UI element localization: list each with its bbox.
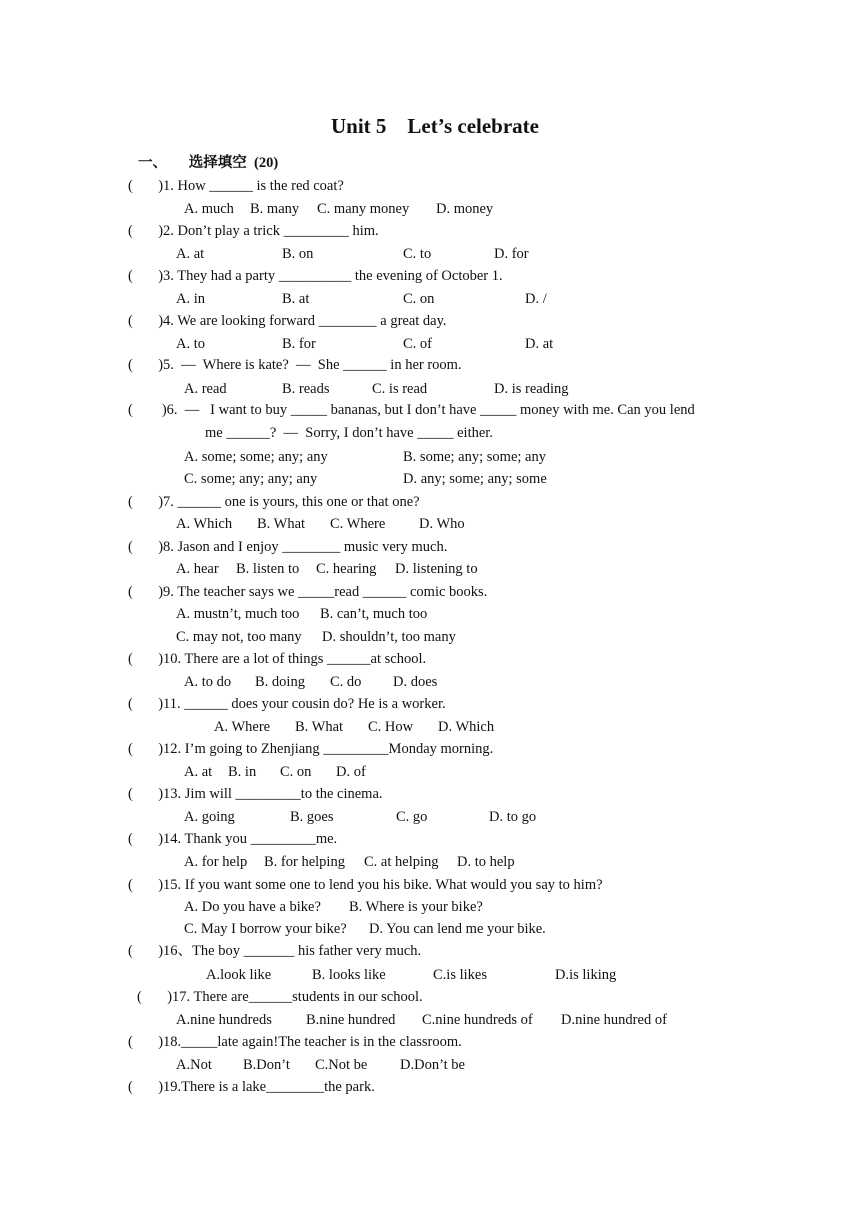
question-stem: ( )18._____late again!The teacher is in the classroom. — [128, 1034, 462, 1050]
option: C.is likes — [433, 967, 487, 983]
option: B. What — [257, 516, 306, 532]
option: B. doing — [255, 674, 305, 690]
option: C. May I borrow your bike? — [184, 921, 347, 937]
option: C. Where — [330, 516, 386, 532]
option: B. some; any; some; any — [403, 449, 546, 465]
option: C. may not, too many — [176, 629, 302, 645]
option: D.is liking — [555, 967, 617, 983]
option: A. at — [176, 246, 205, 262]
option: B. goes — [290, 809, 334, 825]
option: A. much — [184, 201, 234, 217]
question-stem: ( )2. Don’t play a trick _________ him. — [128, 223, 379, 239]
option: C. on — [280, 764, 312, 780]
option: A. read — [184, 381, 227, 397]
option: D. listening to — [395, 561, 478, 577]
question-stem: ( )13. Jim will _________to the cinema. — [128, 786, 383, 802]
option: A.look like — [206, 967, 272, 983]
option: A.Not — [176, 1057, 212, 1073]
option: A. to do — [184, 674, 232, 690]
question-stem: ( )8. Jason and I enjoy ________ music very much. — [128, 539, 448, 555]
question-stem: ( )11. ______ does your cousin do? He is a worker. — [128, 696, 446, 712]
option: C.nine hundreds of — [422, 1012, 533, 1028]
option: A. mustn’t, much too — [176, 606, 300, 622]
option: D. is reading — [494, 381, 569, 397]
question-stem: ( )5. — Where is kate? — She ______ in her room. — [128, 357, 462, 373]
option: C. How — [368, 719, 414, 735]
question-stem: ( )14. Thank you _________me. — [128, 831, 338, 847]
option: D. / — [525, 291, 547, 307]
option: D. does — [393, 674, 438, 690]
option: C. some; any; any; any — [184, 471, 318, 487]
option: C. hearing — [316, 561, 377, 577]
option: A.nine hundreds — [176, 1012, 272, 1028]
option: D. any; some; any; some — [403, 471, 547, 487]
option: A. some; some; any; any — [184, 449, 328, 465]
section-heading: 一、 选择填空 (20) — [138, 155, 279, 171]
option: A. going — [184, 809, 235, 825]
option: B. Where is your bike? — [349, 899, 483, 915]
option: D. to go — [489, 809, 537, 825]
option: C. of — [403, 336, 432, 352]
question-stem: ( )10. There are a lot of things ______at school. — [128, 651, 427, 667]
question-stem-continued: me ______? — Sorry, I don’t have _____ either. — [205, 425, 493, 441]
option: B. What — [295, 719, 344, 735]
option: C. many money — [317, 201, 410, 217]
option: A. for help — [184, 854, 248, 870]
option: A. to — [176, 336, 205, 352]
option: D. to help — [457, 854, 515, 870]
option: B. on — [282, 246, 314, 262]
option: D. of — [336, 764, 366, 780]
question-stem: ( )4. We are looking forward ________ a great day. — [128, 313, 447, 329]
question-stem: ( )7. ______ one is yours, this one or that one? — [128, 494, 420, 510]
option: B.nine hundred — [306, 1012, 396, 1028]
option: D. shouldn’t, too many — [322, 629, 456, 645]
option: B.Don’t — [243, 1057, 290, 1073]
option: B. many — [250, 201, 300, 217]
option: C. do — [330, 674, 362, 690]
question-stem: ( )9. The teacher says we _____read ______ comic books. — [128, 584, 488, 600]
question-stem: ( )19.There is a lake________the park. — [128, 1079, 375, 1095]
option: D. money — [436, 201, 494, 217]
question-stem: ( )3. They had a party __________ the evening of October 1. — [128, 268, 503, 284]
option: C.Not be — [315, 1057, 368, 1073]
option: C. at helping — [364, 854, 439, 870]
option: C. go — [396, 809, 428, 825]
option: B. in — [228, 764, 257, 780]
option: B. reads — [282, 381, 330, 397]
option: A. Do you have a bike? — [184, 899, 321, 915]
option: A. in — [176, 291, 205, 307]
question-stem: ( )17. There are______students in our school. — [137, 989, 423, 1005]
option: D. Which — [438, 719, 495, 735]
option: D. You can lend me your bike. — [369, 921, 546, 937]
option: B. for — [282, 336, 316, 352]
question-stem: ( )15. If you want some one to lend you his bike. What would you say to him? — [128, 877, 603, 893]
option: B. can’t, much too — [320, 606, 428, 622]
option: C. to — [403, 246, 432, 262]
question-stem: ( )1. How ______ is the red coat? — [128, 178, 344, 194]
option: A. at — [184, 764, 213, 780]
option: B. at — [282, 291, 310, 307]
option: D. for — [494, 246, 529, 262]
option: A. hear — [176, 561, 219, 577]
option: B. for helping — [264, 854, 345, 870]
option: D.nine hundred of — [561, 1012, 667, 1028]
option: B. looks like — [312, 967, 386, 983]
page-title: Unit 5 Let’s celebrate — [331, 114, 539, 138]
option: D.Don’t be — [400, 1057, 465, 1073]
option: D. at — [525, 336, 554, 352]
option: C. is read — [372, 381, 428, 397]
question-stem: ( )6. — I want to buy _____ bananas, but I don’t have _____ money with me. Can you lend — [128, 402, 695, 418]
question-stem: ( )16、The boy _______ his father very much. — [128, 943, 422, 959]
option: B. listen to — [236, 561, 300, 577]
option: D. Who — [419, 516, 465, 532]
option: C. on — [403, 291, 435, 307]
question-stem: ( )12. I’m going to Zhenjiang _________Monday morning. — [128, 741, 494, 757]
option: A. Where — [214, 719, 271, 735]
option: A. Which — [176, 516, 233, 532]
